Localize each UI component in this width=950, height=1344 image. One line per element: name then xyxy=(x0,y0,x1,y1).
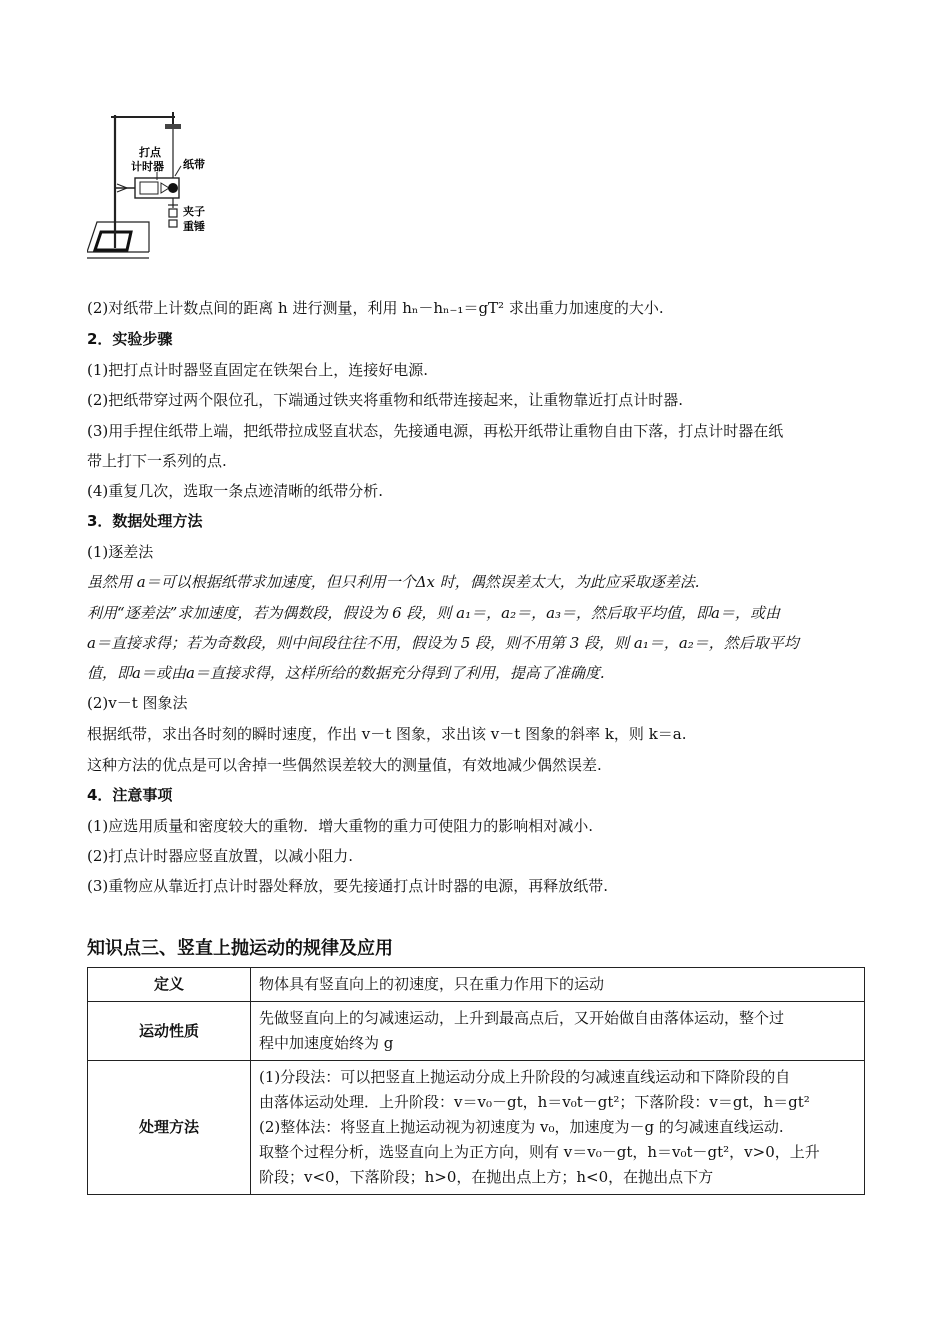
method-2-title: (2)v－t 图象法 xyxy=(87,694,188,712)
method-1-para-1: 虽然用 a＝可以根据纸带求加速度，但只利用一个Δx 时，偶然误差太大，为此应采取逐差法. xyxy=(87,573,700,591)
method-1-para-3: a＝直接求得；若为奇数段，则中间段往往不用，假设为 5 段，则不用第 3 段，则 a₁＝，a₂＝，然后取平均 xyxy=(87,634,799,652)
step-1: (1)把打点计时器竖直固定在铁架台上，连接好电源. xyxy=(87,361,429,379)
step-3-line-1: (3)用手捏住纸带上端，把纸带拉成竖直状态，先接通电源，再松开纸带让重物自由下落，打点计时器在纸 xyxy=(87,422,784,440)
note-1: (1)应选用质量和密度较大的重物．增大重物的重力可使阻力的影响相对减小. xyxy=(87,817,594,835)
label-tape: 纸带 xyxy=(183,158,205,171)
base-plate xyxy=(95,232,131,250)
table-row xyxy=(88,1061,865,1195)
row-text-method xyxy=(251,1061,865,1195)
weight-shape xyxy=(169,209,177,217)
heading-data-processing: 3．数据处理方法 xyxy=(87,512,203,530)
table-row xyxy=(88,1002,865,1061)
method-line-3: (2)整体法：将竖直上抛运动视为初速度为 v₀，加速度为－g 的匀减速直线运动. xyxy=(259,1118,784,1136)
row-text-definition: 物体具有竖直向上的初速度，只在重力作用下的运动 xyxy=(251,968,865,1002)
method-line-4: 取整个过程分析，选竖直向上为正方向，则有 v＝v₀－gt，h＝v₀t－gt²，v>0，上升 xyxy=(259,1143,820,1161)
formula-line: (2)对纸带上计数点间的距离 h 进行测量，利用 hₙ－hₙ₋₁＝gT² 求出重力加速度的大小. xyxy=(87,299,664,317)
note-3: (3)重物应从靠近打点计时器处释放，要先接通打点计时器的电源，再释放纸带. xyxy=(87,877,609,895)
note-2: (2)打点计时器应竖直放置，以减小阻力. xyxy=(87,847,354,865)
method-2-para-2: 这种方法的优点是可以舍掉一些偶然误差较大的测量值，有效地减少偶然误差. xyxy=(87,756,602,774)
label-weight: 重锤 xyxy=(183,220,205,233)
motion-line-1: 先做竖直向上的匀减速运动，上升到最高点后，又开始做自由落体运动，整个过 xyxy=(259,1009,785,1027)
step-2: (2)把纸带穿过两个限位孔，下端通过铁夹将重物和纸带连接起来，让重物靠近打点计时器. xyxy=(87,391,684,409)
method-1-para-4: 值，即a＝或由a＝直接求得，这样所给的数据充分得到了利用，提高了准确度. xyxy=(87,664,605,682)
row-label-method: 处理方法 xyxy=(88,1061,251,1195)
heading-notes: 4．注意事项 xyxy=(87,786,173,804)
label-clamp: 夹子 xyxy=(183,205,205,218)
row-text-motion xyxy=(251,1002,865,1061)
step-4: (4)重复几次，选取一条点迹清晰的纸带分析. xyxy=(87,482,384,500)
row-label-definition: 定义 xyxy=(88,968,251,1002)
dot-icon xyxy=(168,183,178,193)
method-1-title: (1)逐差法 xyxy=(87,543,154,561)
label-timer-1: 打点 xyxy=(139,146,161,159)
method-2-para-1: 根据纸带，求出各时刻的瞬时速度，作出 v－t 图象，求出该 v－t 图象的斜率 k，则 k＝a. xyxy=(87,725,687,743)
label-timer-2: 计时器 xyxy=(131,160,164,173)
method-line-1: (1)分段法：可以把竖直上抛运动分成上升阶段的匀减速直线运动和下降阶段的自 xyxy=(259,1068,791,1086)
motion-line-2: 程中加速度始终为 g xyxy=(259,1034,394,1052)
row-label-motion: 运动性质 xyxy=(88,1002,251,1061)
top-clamp xyxy=(165,124,181,129)
knowledge-table xyxy=(87,967,865,1195)
apparatus-figure xyxy=(87,110,217,275)
heading-steps: 2．实验步骤 xyxy=(87,330,173,348)
section-title: 知识点三、竖直上抛运动的规律及应用 xyxy=(87,938,393,959)
method-line-2: 由落体运动处理．上升阶段：v＝v₀－gt，h＝v₀t－gt²；下落阶段：v＝gt，h＝gt² xyxy=(259,1093,810,1111)
method-1-para-2: 利用“逐差法”求加速度，若为偶数段，假设为 6 段，则 a₁＝，a₂＝，a₃＝，然后取平均值，即a＝，或由 xyxy=(87,604,780,622)
step-3-line-2: 带上打下一系列的点. xyxy=(87,452,227,470)
table-row xyxy=(88,968,865,1002)
method-line-5: 阶段；v<0，下落阶段；h>0，在抛出点上方；h<0，在抛出点下方 xyxy=(259,1168,714,1186)
